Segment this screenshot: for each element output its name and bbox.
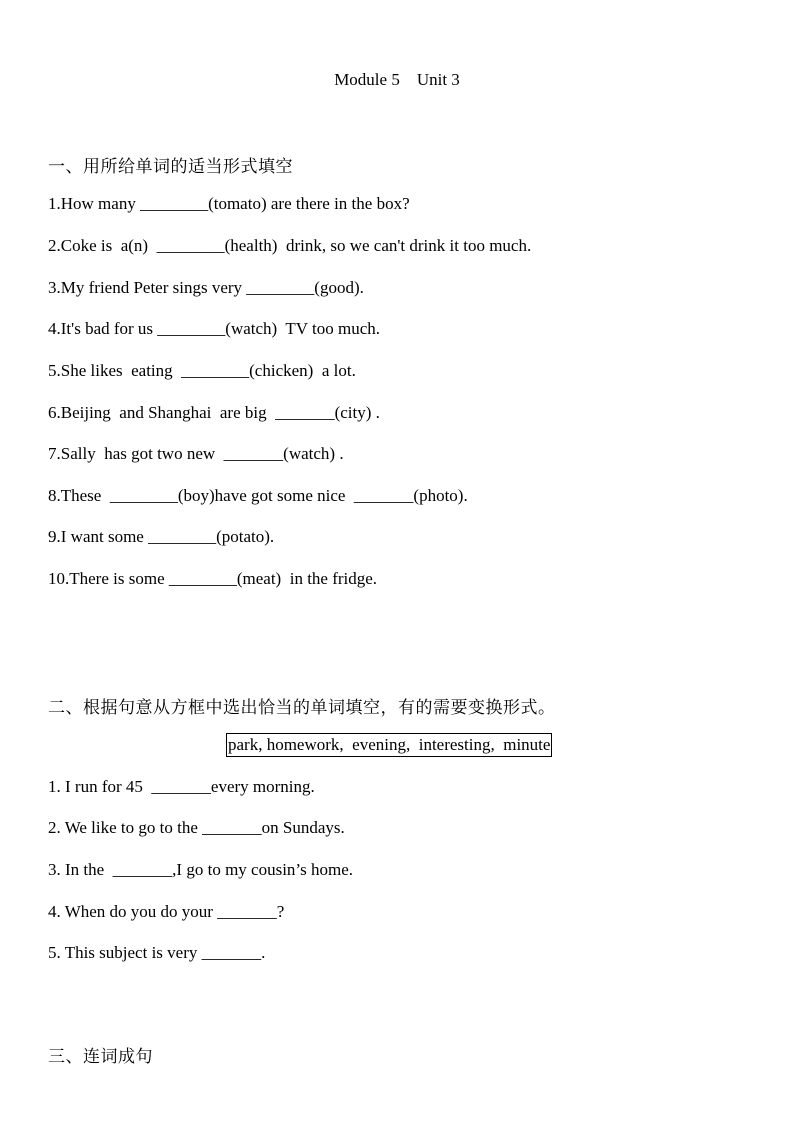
exercise-1-item: 4.It's bad for us ________(watch) TV too much. xyxy=(48,319,380,338)
section-1-heading: 一、用所给单词的适当形式填空 xyxy=(48,157,293,177)
section-3-heading: 三、连词成句 xyxy=(48,1047,153,1067)
exercise-2-item: 1. I run for 45 _______every morning. xyxy=(48,777,315,796)
exercise-1-item: 7.Sally has got two new _______(watch) . xyxy=(48,444,344,463)
exercise-1-item: 8.These ________(boy)have got some nice _______(photo). xyxy=(48,486,468,505)
exercise-1-item: 6.Beijing and Shanghai are big _______(city) . xyxy=(48,403,380,422)
exercise-2-item: 3. In the _______,I go to my cousin’s home. xyxy=(48,860,354,879)
exercise-1-item: 3.My friend Peter sings very ________(good). xyxy=(48,278,364,297)
exercise-2-item: 2. We like to go to the _______on Sundays. xyxy=(48,818,345,837)
exercise-1-item: 10.There is some ________(meat) in the fridge. xyxy=(48,569,378,588)
exercise-1-item: 9.I want some ________(potato). xyxy=(48,527,275,546)
exercise-1-item: 2.Coke is a(n) ________(health) drink, so we can't drink it too much. xyxy=(48,236,532,255)
page-title: Module 5 Unit 3 xyxy=(334,70,460,89)
exercise-2-item: 5. This subject is very _______. xyxy=(48,943,266,962)
exercise-1-item: 5.She likes eating ________(chicken) a lot. xyxy=(48,361,356,380)
exercise-2-item: 4. When do you do your _______? xyxy=(48,902,285,921)
word-bank-box: park, homework, evening, interesting, minute xyxy=(226,733,552,757)
exercise-1-item: 1.How many ________(tomato) are there in the box? xyxy=(48,194,410,213)
section-2-heading: 二、根据句意从方框中选出恰当的单词填空，有的需要变换形式。 xyxy=(48,698,556,718)
